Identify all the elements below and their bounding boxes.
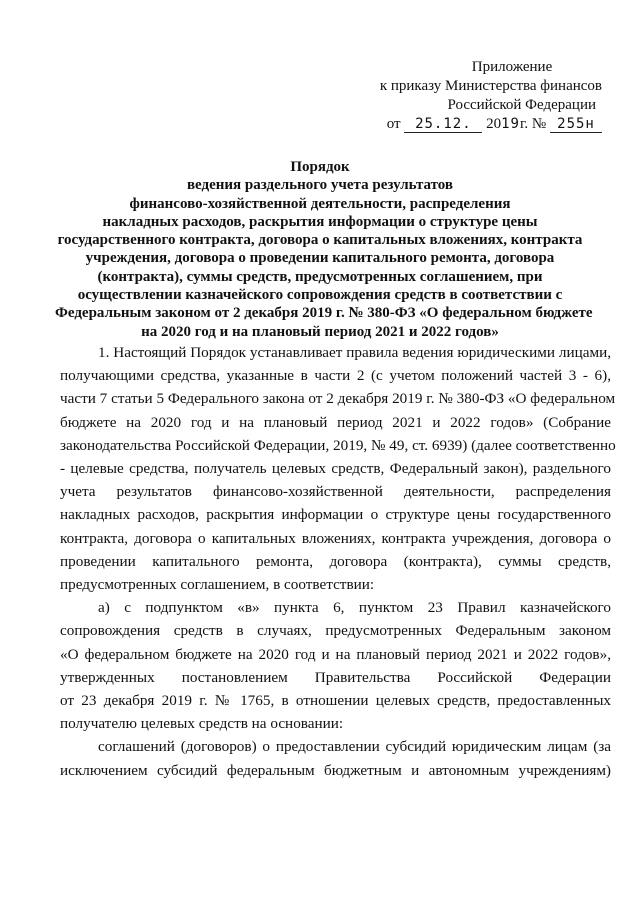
year-suffix: г. № [519, 116, 547, 132]
body-line: от 23 декабря 2019 г. № 1765, в отношении целевых средств, предоставленных [60, 692, 611, 710]
year-prefix: 20 [486, 116, 502, 132]
body-line: получателю целевых средств на основании: [60, 715, 344, 733]
body-line: бюджете на 2020 год и на плановый период 2021 и 2022 годов» (Собрание [60, 413, 611, 431]
body-line: а) с подпунктом «в» пункта 6, пунктом 23 Правил казначейского [98, 599, 611, 617]
document-body [60, 341, 616, 782]
body-line: сопровождения средств в случаях, предусмотренных Федеральным законом [60, 622, 611, 640]
title-line: Порядок [290, 159, 350, 175]
body-line: контракта, договора о капитальных вложениях, контракта учреждения, договора о [60, 529, 611, 547]
title-line: накладных расходов, раскрытия информации о структуре цены [102, 213, 538, 230]
body-line: соглашений (договоров) о предоставлении субсидий юридическим лицам (за [98, 738, 611, 756]
body-line: исключением субсидий федеральным бюджетным и автономным учреждениям) [60, 761, 611, 779]
document-title [55, 158, 593, 341]
appendix-title: Приложение [471, 59, 553, 75]
title-line: на 2020 год и на плановый период 2021 и 2022 годов» [141, 323, 499, 340]
body-line: законодательства Российской Федерации, 2019, № 49, ст. 6939) (далее соответственно [60, 436, 616, 454]
date-value: 25.12. [404, 117, 482, 133]
title-line: Федеральным законом от 2 декабря 2019 г. № 380-ФЗ «О федеральном бюджете [55, 305, 593, 322]
title-line: (контракта), суммы средств, предусмотренных соглашением, при [97, 268, 543, 285]
body-line: «О федеральном бюджете на 2020 год и на плановый период 2021 и 2022 годов», [60, 645, 611, 663]
body-line: учета результатов финансово-хозяйственной деятельности, распределения [60, 483, 611, 501]
body-line: утвержденных постановлением Правительства Российской Федерации [60, 668, 611, 686]
date-prefix: от [386, 116, 401, 132]
body-line: - целевые средства, получатель целевых средств, Федеральный закон), раздельного [60, 460, 611, 478]
title-line: осуществлении казначейского сопровождения средств в соответствии с [77, 287, 563, 304]
appendix-date-line [362, 115, 602, 134]
title-line: финансово-хозяйственной деятельности, распределения [129, 195, 511, 212]
body-line: проведении капитального ремонта, договора (контракта), суммы средств, [60, 552, 611, 570]
body-line: накладных расходов, раскрытия информации о структуре цены государственного [60, 506, 611, 524]
appendix-ministry: Российской Федерации [447, 97, 596, 113]
body-line: части 7 статьи 5 Федерального закона от 2 декабря 2019 г. № 380-ФЗ «О федеральном [60, 390, 616, 408]
body-line: 1. Настоящий Порядок устанавливает правила ведения юридическими лицами, [98, 344, 611, 361]
body-line: получающими средства, указанные в части 2 (с учетом положений частей 3 - 6), [60, 367, 611, 385]
body-line: предусмотренных соглашением, в соответствии: [60, 576, 375, 594]
title-line: государственного контракта, договора о капитальных вложениях, контракта [57, 232, 583, 249]
title-line: ведения раздельного учета результатов [186, 177, 454, 194]
title-line: учреждения, договора о проведении капитального ремонта, договора [85, 250, 555, 267]
appendix-order-ref: к приказу Министерства финансов [379, 78, 602, 94]
year-value: 19 [501, 116, 520, 132]
order-number: 255н [550, 117, 602, 133]
appendix-block [362, 58, 602, 134]
